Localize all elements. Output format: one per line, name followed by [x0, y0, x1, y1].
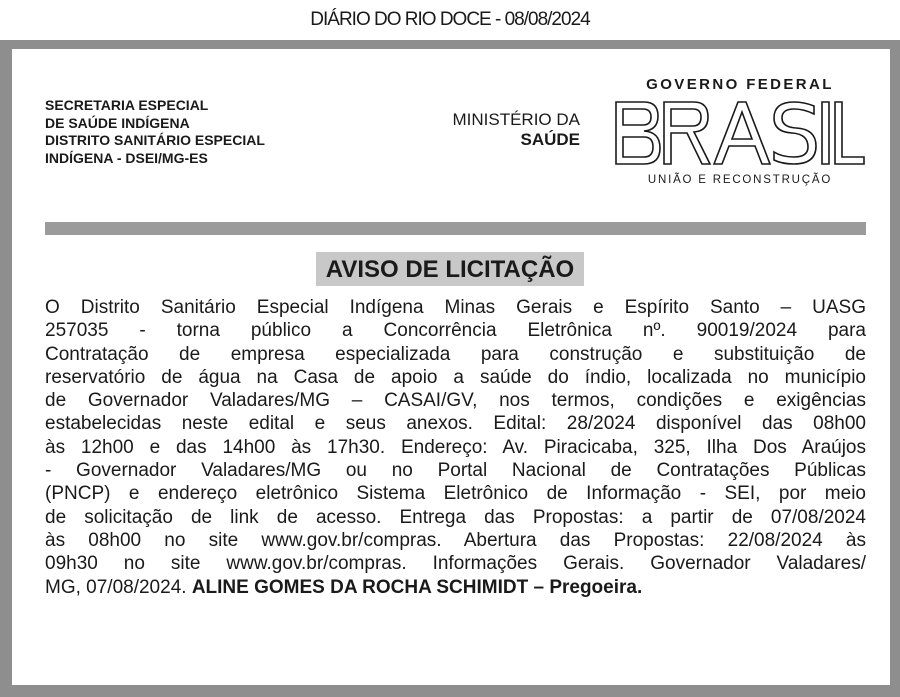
body-line: estabelecidas neste edital e seus anexos. Edital: 28/2024 disponível das 08h00: [45, 413, 866, 435]
signature: ALINE GOMES DA ROCHA SCHIMIDT – Pregoeira.: [191, 576, 643, 598]
body-line: - Governador Valadares/MG ou no Portal Nacional de Contratações Públicas: [45, 460, 866, 482]
body-last-line-text: MG, 07/08/2024.: [45, 576, 192, 598]
ministerio-logo: [410, 110, 580, 150]
gov-logo-top-text: GOVERNO FEDERAL: [646, 76, 834, 93]
body-line: às 12h00 e das 14h00 às 17h30. Endereço: Av. Piracicaba, 325, Ilha Dos Araújos: [45, 436, 866, 458]
header-divider: [45, 222, 866, 235]
gov-logo-bottom-text: UNIÃO E RECONSTRUÇÃO: [647, 174, 833, 186]
body-line: (PNCP) e endereço eletrônico Sistema Eletrônico de Informação - SEI, por meio: [45, 483, 866, 505]
body-line: reservatório de água na Casa de apoio a saúde do índio, localizada no município: [45, 366, 866, 388]
body-line: às 08h00 no site www.gov.br/compras. Abertura das Propostas: 22/08/2024 às: [45, 529, 866, 551]
newspaper-header: DIÁRIO DO RIO DOCE - 08/08/2024: [310, 9, 590, 30]
secretaria-block: [45, 97, 265, 167]
notice-body: [45, 296, 866, 599]
body-line: de Governador Valadares/MG – CASAI/GV, nos termos, condições e exigências: [45, 390, 866, 412]
governo-federal-logo: [612, 74, 868, 194]
title-wrapper: [0, 252, 900, 286]
secretaria-line: SECRETARIA ESPECIAL: [45, 97, 209, 113]
body-line: O Distrito Sanitário Especial Indígena Minas Gerais e Espírito Santo – UASG: [45, 297, 866, 318]
secretaria-line: DE SAÚDE INDÍGENA: [45, 114, 190, 131]
body-line: Contratação de empresa especializada para construção e substituição de: [45, 343, 866, 365]
body-line: 257035 - torna público a Concorrência Eletrônica nº. 90019/2024 para: [45, 320, 866, 342]
body-last-line: [45, 576, 866, 599]
body-line: 09h30 no site www.gov.br/compras. Informações Gerais. Governador Valadares/: [45, 553, 866, 575]
ministerio-line1: MINISTÉRIO DA: [452, 110, 580, 129]
brasil-wordmark-icon: [614, 100, 866, 166]
ministerio-line2: SAÚDE: [520, 130, 580, 149]
notice-title: AVISO DE LICITAÇÃO: [316, 252, 584, 286]
body-line: de solicitação de link de acesso. Entrega das Propostas: a partir de 07/08/2024: [45, 506, 866, 528]
secretaria-line: DISTRITO SANITÁRIO ESPECIAL: [45, 132, 265, 148]
secretaria-line: INDÍGENA - DSEI/MG-ES: [45, 149, 208, 166]
